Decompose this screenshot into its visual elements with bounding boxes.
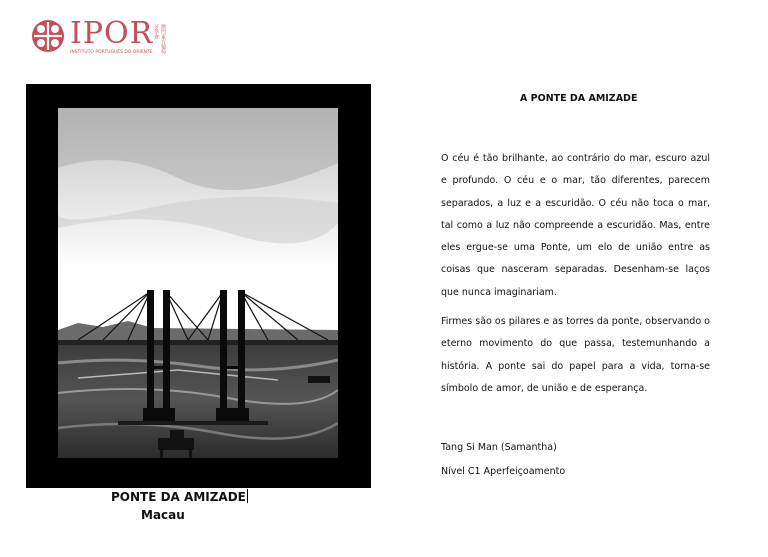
logo-wordmark: IPOR bbox=[70, 16, 154, 51]
text-cursor bbox=[247, 489, 248, 503]
poem-title: A PONTE DA AMIZADE bbox=[520, 93, 638, 104]
author-level: Nível C1 Aperfeiçoamento bbox=[441, 466, 566, 477]
photo-caption-title[interactable] bbox=[111, 489, 248, 504]
logo-side-text: 澳門東方葡萄牙學會 bbox=[153, 24, 166, 54]
ipor-emblem-icon bbox=[30, 18, 66, 54]
caption-title-text: PONTE DA AMIZADE bbox=[111, 490, 246, 504]
poem-paragraph: O céu é tão brilhante, ao contrário do mar, escuro azul e profundo. O céu e o mar, tão diferentes, parecem separados, a luz e a escuridão. O céu não toca o mar, tal como a luz não compreende a escuridão. Mas, entre eles ergue-se uma Ponte, um elo de união entre as coisas que nasceram separadas. Desenham-se laços que nunca imaginariam. bbox=[441, 153, 710, 298]
poem-body bbox=[441, 148, 710, 407]
author-name: Tang Si Man (Samantha) bbox=[441, 442, 557, 453]
logo-subtitle: INSTITUTO PORTUGUÊS DO ORIENTE bbox=[70, 50, 153, 55]
photo-caption-place[interactable]: Macau bbox=[141, 508, 185, 522]
bridge-photo bbox=[58, 108, 338, 458]
ipor-logo bbox=[30, 18, 170, 58]
poem-paragraph: Firmes são os pilares e as torres da ponte, observando o eterno movimento do que passa, testemunhando a história. A ponte sai do papel para a vida, torna-se símbolo de amor, de união e de esperança. bbox=[441, 316, 710, 394]
bridge-photo-image bbox=[58, 108, 338, 458]
